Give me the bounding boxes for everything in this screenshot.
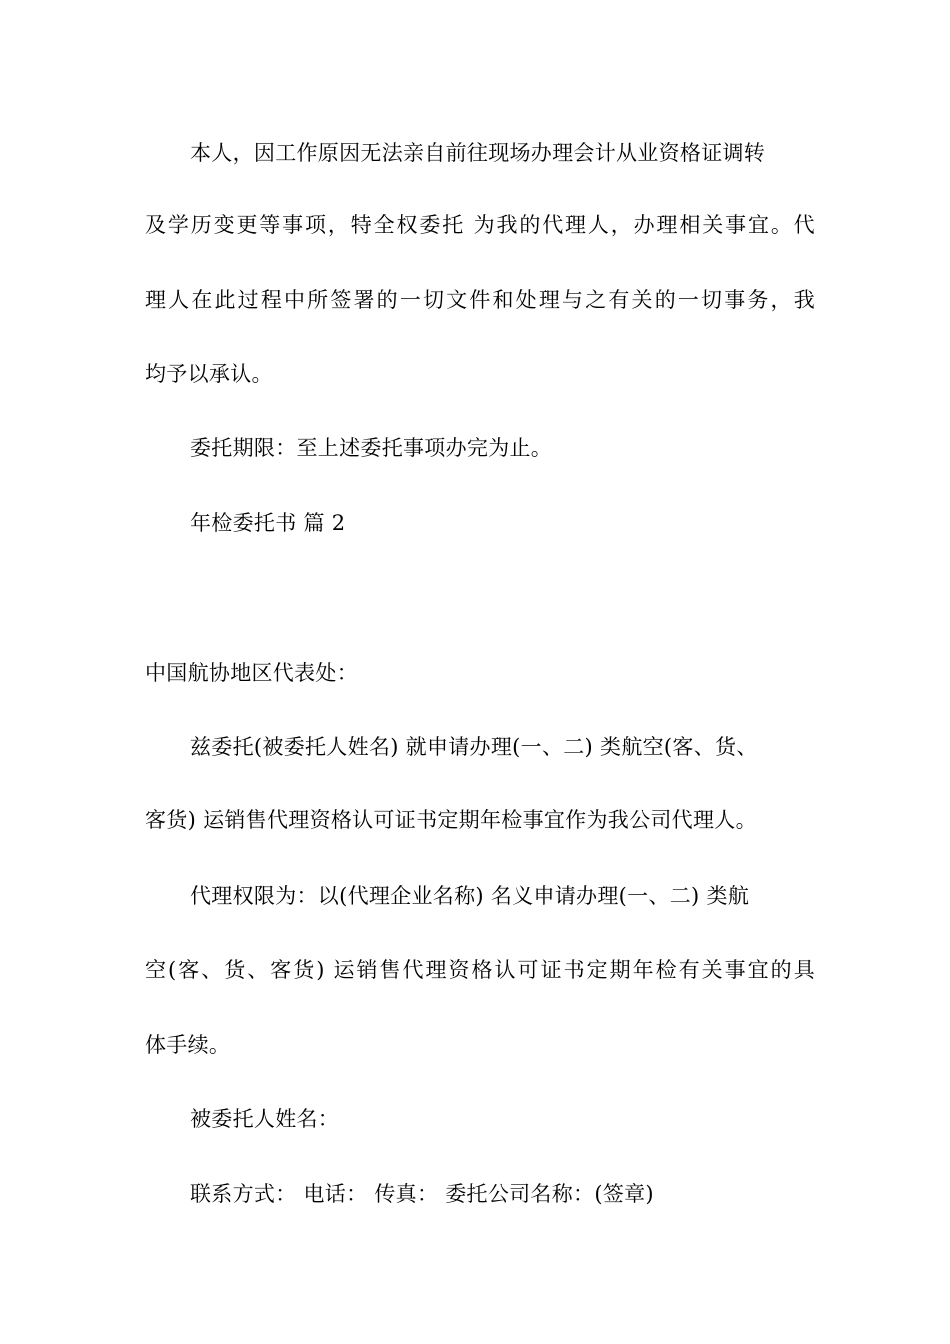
- paragraph-3-line-2: 空(客、货、客货) 运销售代理资格认可证书定期年检有关事宜的具: [145, 958, 815, 982]
- paragraph-2-line-2: 客货) 运销售代理资格认可证书定期年检事宜作为我公司代理人。: [145, 808, 757, 832]
- paragraph-3-line-1: 代理权限为：以(代理企业名称) 名义申请办理(一、二) 类航: [190, 884, 750, 908]
- paragraph-2-line-1: 兹委托(被委托人姓名) 就申请办理(一、二) 类航空(客、货、: [190, 735, 758, 759]
- section-heading: 年检委托书 篇 2: [190, 511, 346, 535]
- addressee: 中国航协地区代表处：: [145, 661, 358, 685]
- paragraph-3-line-3: 体手续。: [145, 1033, 231, 1057]
- paragraph-1-line-4: 均予以承认。: [145, 362, 273, 386]
- paragraph-1-line-1: 本人，因工作原因无法亲自前往现场办理会计从业资格证调转: [190, 141, 766, 165]
- agent-name-label: 被委托人姓名：: [190, 1107, 340, 1131]
- paragraph-1-line-3: 理人在此过程中所签署的一切文件和处理与之有关的一切事务，我: [145, 288, 815, 312]
- entrust-period: 委托期限：至上述委托事项办完为止。: [190, 436, 553, 460]
- contact-info: 联系方式： 电话： 传真： 委托公司名称：(签章): [190, 1182, 654, 1206]
- paragraph-1-line-2: 及学历变更等事项，特全权委托 为我的代理人，办理相关事宜。代: [145, 213, 815, 237]
